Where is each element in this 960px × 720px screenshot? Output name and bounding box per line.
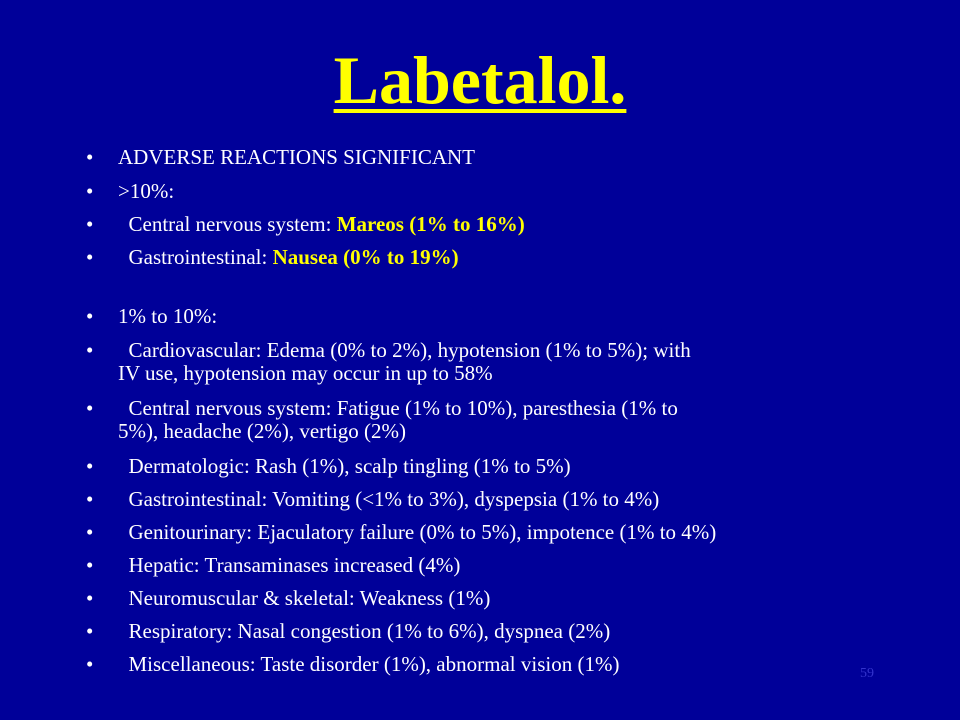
bullet-text bbox=[118, 246, 459, 268]
slide-number: 59 bbox=[860, 666, 874, 681]
bullet-dot: • bbox=[86, 212, 94, 236]
bullet-text: Miscellaneous: Taste disorder (1%), abnormal vision (1%) bbox=[118, 652, 620, 676]
bullet-dot: • bbox=[86, 652, 94, 676]
bullet-text-line2: IV use, hypotension may occur in up to 58% bbox=[118, 361, 493, 385]
bullet-dot: • bbox=[86, 487, 94, 511]
bullet-text-line1: Central nervous system: Fatigue (1% to 10%), paresthesia (1% to bbox=[118, 396, 678, 420]
bullet-dot: • bbox=[86, 304, 94, 328]
bullet-text: 1% to 10%: bbox=[118, 304, 218, 328]
bullet-text-highlight: Nausea (0% to 19%) bbox=[272, 245, 459, 269]
bullet-text: Gastrointestinal: Vomiting (<1% to 3%), dyspepsia (1% to 4%) bbox=[118, 487, 660, 511]
bullet-text-plain: Gastrointestinal: bbox=[118, 245, 273, 269]
bullet-dot: • bbox=[86, 454, 94, 478]
bullet-text: ADVERSE REACTIONS SIGNIFICANT bbox=[118, 145, 476, 169]
bullet-text-line2: 5%), headache (2%), vertigo (2%) bbox=[118, 419, 407, 443]
bullet-dot: • bbox=[86, 520, 94, 544]
bullet-text: Dermatologic: Rash (1%), scalp tingling (1% to 5%) bbox=[118, 454, 571, 478]
bullet-dot: • bbox=[86, 145, 94, 169]
bullet-text: >10%: bbox=[118, 179, 175, 203]
bullet-dot: • bbox=[86, 619, 94, 643]
bullet-text: Neuromuscular & skeletal: Weakness (1%) bbox=[118, 586, 491, 610]
bullet-text: Genitourinary: Ejaculatory failure (0% to 5%), impotence (1% to 4%) bbox=[118, 520, 717, 544]
bullet-dot: • bbox=[86, 553, 94, 577]
bullet-dot: • bbox=[86, 396, 94, 420]
bullet-text bbox=[118, 213, 525, 235]
slide-title-text: Labetalol. bbox=[333, 42, 627, 118]
bullet-text-line1: Cardiovascular: Edema (0% to 2%), hypotension (1% to 5%); with bbox=[118, 338, 691, 362]
bullet-dot: • bbox=[86, 179, 94, 203]
bullet-dot: • bbox=[86, 245, 94, 269]
bullet-text: Respiratory: Nasal congestion (1% to 6%), dyspnea (2%) bbox=[118, 619, 611, 643]
bullet-dot: • bbox=[86, 338, 94, 362]
bullet-text: Hepatic: Transaminases increased (4%) bbox=[118, 553, 461, 577]
bullet-text-plain: Central nervous system: bbox=[118, 212, 337, 236]
bullet-text-highlight: Mareos (1% to 16%) bbox=[336, 212, 525, 236]
bullet-dot: • bbox=[86, 586, 94, 610]
